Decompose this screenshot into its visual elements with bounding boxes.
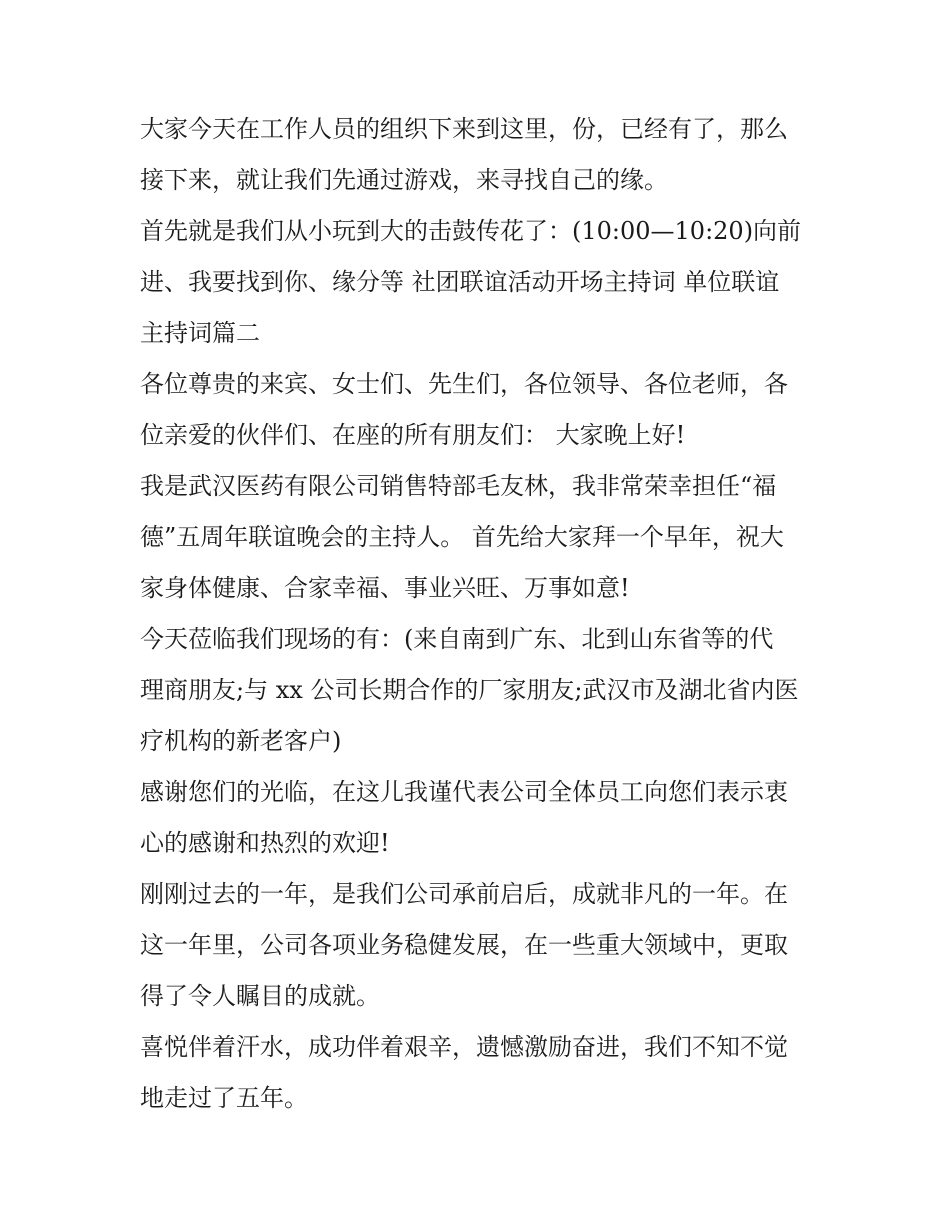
text-line: 德”五周年联谊晚会的主持人。 首先给大家拜一个早年，祝大: [140, 523, 784, 551]
paragraph-thanks: [140, 767, 815, 869]
paragraph-five-years: [140, 1022, 815, 1124]
text-line: 我是武汉医药有限公司销售特部毛友林，我非常荣幸担任“福: [140, 472, 777, 500]
text-line: 感谢您们的光临，在这儿我谨代表公司全体员工向您们表示衷: [140, 778, 788, 806]
text-line: 心的感谢和热烈的欢迎!: [140, 829, 390, 857]
text-line: 刚刚过去的一年，是我们公司承前启后，成就非凡的一年。在: [140, 880, 788, 908]
text-line: 家身体健康、合家幸福、事业兴旺、万事如意!: [140, 574, 630, 602]
text-line: 进、我要找到你、缘分等 社团联谊活动开场主持词 单位联谊: [140, 268, 780, 296]
paragraph-attendees: [140, 614, 815, 767]
text-line: 首先就是我们从小玩到大的击鼓传花了：(10:00—10:20)向前: [140, 217, 802, 245]
text-line: 这一年里，公司各项业务稳健发展，在一些重大领域中，更取: [140, 931, 788, 959]
paragraph-host-intro: [140, 461, 815, 614]
paragraph-past-year: [140, 869, 815, 1022]
paragraph-intro: [140, 104, 815, 206]
text-line: 得了令人瞩目的成就。: [140, 982, 380, 1010]
text-line: 各位尊贵的来宾、女士们、先生们，各位领导、各位老师，各: [140, 370, 788, 398]
text-line: 位亲爱的伙伴们、在座的所有朋友们： 大家晚上好!: [140, 421, 686, 449]
text-line: 理商朋友;与 xx 公司长期合作的厂家朋友;武汉市及湖北省内医: [140, 676, 799, 704]
text-line: 地走过了五年。: [140, 1084, 308, 1112]
paragraph-games: [140, 206, 815, 359]
text-line: 今天莅临我们现场的有：(来自南到广东、北到山东省等的代: [140, 625, 774, 653]
text-line: 大家今天在工作人员的组织下来到这里，份，已经有了，那么: [140, 115, 788, 143]
text-line: 喜悦伴着汗水，成功伴着艰辛，遗憾激励奋进，我们不知不觉: [140, 1033, 788, 1061]
text-line: 接下来，就让我们先通过游戏，来寻找自己的缘。: [140, 166, 668, 194]
text-line: 主持词篇二: [140, 319, 260, 347]
paragraph-greeting: [140, 359, 815, 461]
text-line: 疗机构的新老客户): [140, 727, 342, 755]
document-body: [140, 104, 815, 1124]
